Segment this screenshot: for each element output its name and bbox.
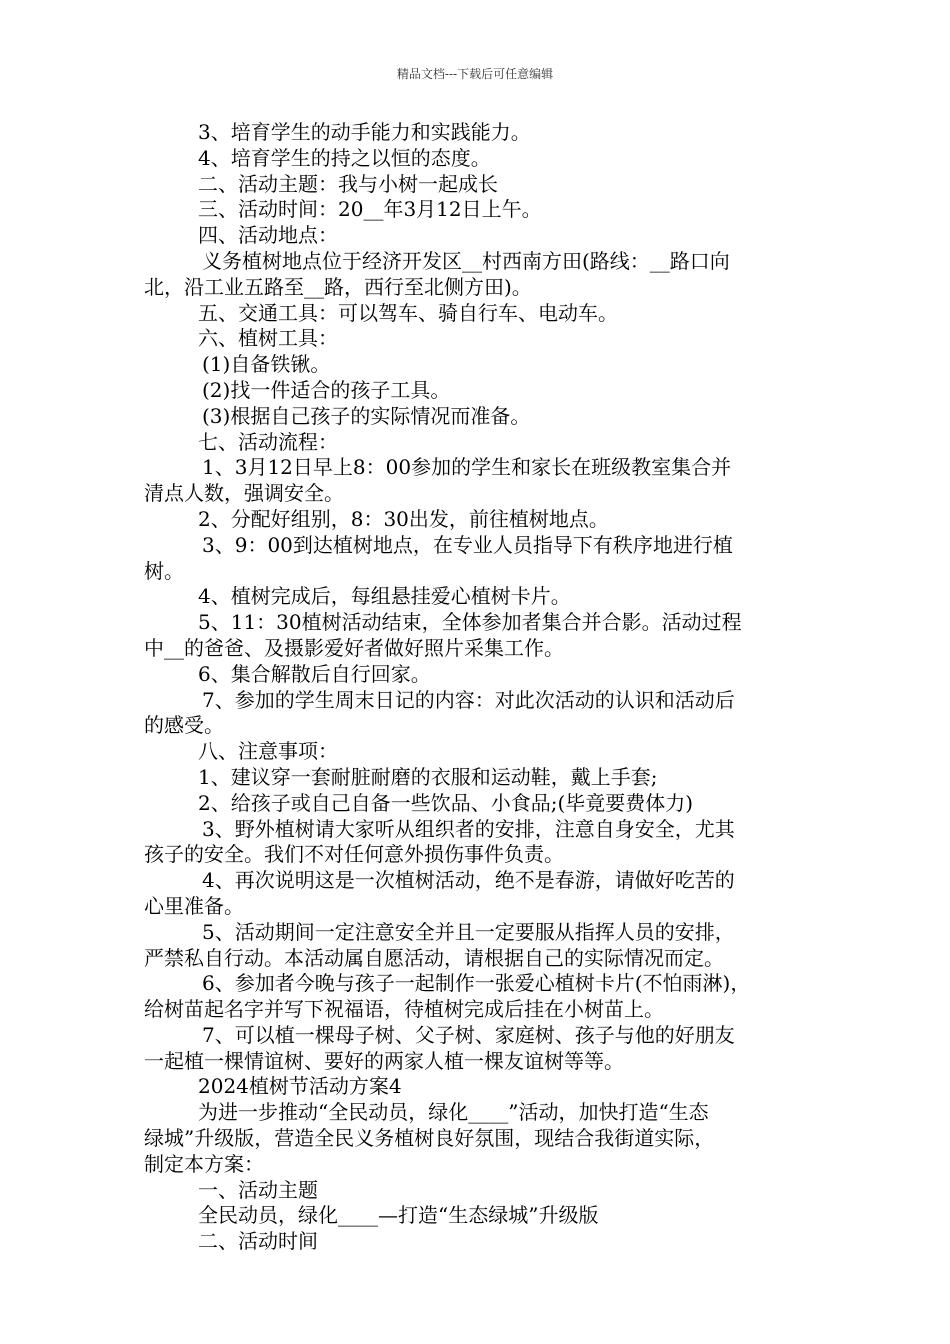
text-line: 1、建议穿一套耐脏耐磨的衣服和运动鞋，戴上手套; bbox=[198, 764, 658, 789]
text-line: 6、参加者今晚与孩子一起制作一张爱心植树卡片(不怕雨淋)， bbox=[202, 971, 751, 996]
text-line: 为进一步推动“全民动员，绿化____”活动，加快打造“生态 bbox=[198, 1100, 709, 1125]
text-line: 五、交通工具：可以驾车、骑自行车、电动车。 bbox=[198, 300, 618, 325]
text-line: 制定本方案： bbox=[144, 1151, 264, 1176]
text-line: 孩子的安全。我们不对任何意外损伤事件负责。 bbox=[144, 842, 564, 867]
text-line: 2、分配好组别，8：30出发，前往植树地点。 bbox=[198, 506, 609, 531]
text-line: 一起植一棵情谊树、要好的两家人植一棵友谊树等等。 bbox=[144, 1048, 624, 1073]
text-line: 中__的爸爸、及摄影爱好者做好照片采集工作。 bbox=[144, 635, 564, 660]
text-line: 二、活动主题：我与小树一起成长 bbox=[198, 171, 498, 196]
text-line: 5、活动期间一定注意安全并且一定要服从指挥人员的安排， bbox=[202, 919, 735, 944]
document-body bbox=[144, 120, 810, 1255]
text-line: 一、活动主题 bbox=[198, 1177, 318, 1202]
text-line: 4、再次说明这是一次植树活动，绝不是春游，请做好吃苦的 bbox=[202, 868, 735, 893]
text-line: 树。 bbox=[144, 558, 184, 583]
text-line: 八、注意事项： bbox=[198, 739, 338, 764]
text-line: 义务植树地点位于经济开发区__村西南方田(路线：__路口向 bbox=[202, 248, 730, 273]
text-line: 7、参加的学生周末日记的内容：对此次活动的认识和活动后 bbox=[202, 687, 735, 712]
text-line: 3、野外植树请大家听从组织者的安排，注意自身安全，尤其 bbox=[202, 816, 735, 841]
text-line: 四、活动地点： bbox=[198, 223, 338, 248]
text-line: 二、活动时间 bbox=[198, 1229, 318, 1254]
text-line: (3)根据自己孩子的实际情况而准备。 bbox=[202, 403, 531, 428]
text-line: 全民动员，绿化____—打造“生态绿城”升级版 bbox=[198, 1203, 599, 1228]
text-line: 绿城”升级版，营造全民义务植树良好氛围，现结合我街道实际， bbox=[144, 1126, 715, 1151]
text-line: 严禁私自行动。本活动属自愿活动，请根据自己的实际情况而定。 bbox=[144, 945, 724, 970]
text-line: 7、可以植一棵母子树、父子树、家庭树、孩子与他的好朋友 bbox=[202, 1022, 735, 1047]
text-line: 4、培育学生的持之以恒的态度。 bbox=[198, 145, 491, 170]
text-line: 七、活动流程： bbox=[198, 429, 338, 454]
text-line: 六、植树工具： bbox=[198, 326, 338, 351]
text-line: 三、活动时间：20__年3月12日上午。 bbox=[198, 197, 542, 222]
text-line: 北，沿工业五路至__路，西行至北侧方田)。 bbox=[144, 274, 532, 299]
page-header: 精品文档---下载后可任意编辑 bbox=[396, 67, 554, 81]
text-line: 3、9：00到达植树地点，在专业人员指导下有秩序地进行植 bbox=[202, 532, 733, 557]
text-line: 清点人数，强调安全。 bbox=[144, 481, 344, 506]
text-line: 6、集合解散后自行回家。 bbox=[198, 661, 431, 686]
text-line: 5、11：30植树活动结束，全体参加者集合并合影。活动过程 bbox=[198, 610, 742, 635]
text-line: 2、给孩子或自己自备一些饮品、小食品;(毕竟要费体力) bbox=[198, 790, 694, 815]
text-line: 给树苗起名字并写下祝福语，待植树完成后挂在小树苗上。 bbox=[144, 997, 664, 1022]
text-line: 2024植树节活动方案4 bbox=[198, 1074, 402, 1099]
text-line: 心里准备。 bbox=[144, 893, 244, 918]
text-line: 的感受。 bbox=[144, 713, 224, 738]
text-line: 1、3月12日早上8：00参加的学生和家长在班级教室集合并 bbox=[202, 455, 732, 480]
text-line: 4、植树完成后，每组悬挂爱心植树卡片。 bbox=[198, 584, 571, 609]
text-line: (2)找一件适合的孩子工具。 bbox=[202, 377, 451, 402]
text-line: (1)自备铁锹。 bbox=[202, 352, 331, 377]
text-line: 3、培育学生的动手能力和实践能力。 bbox=[198, 120, 531, 144]
